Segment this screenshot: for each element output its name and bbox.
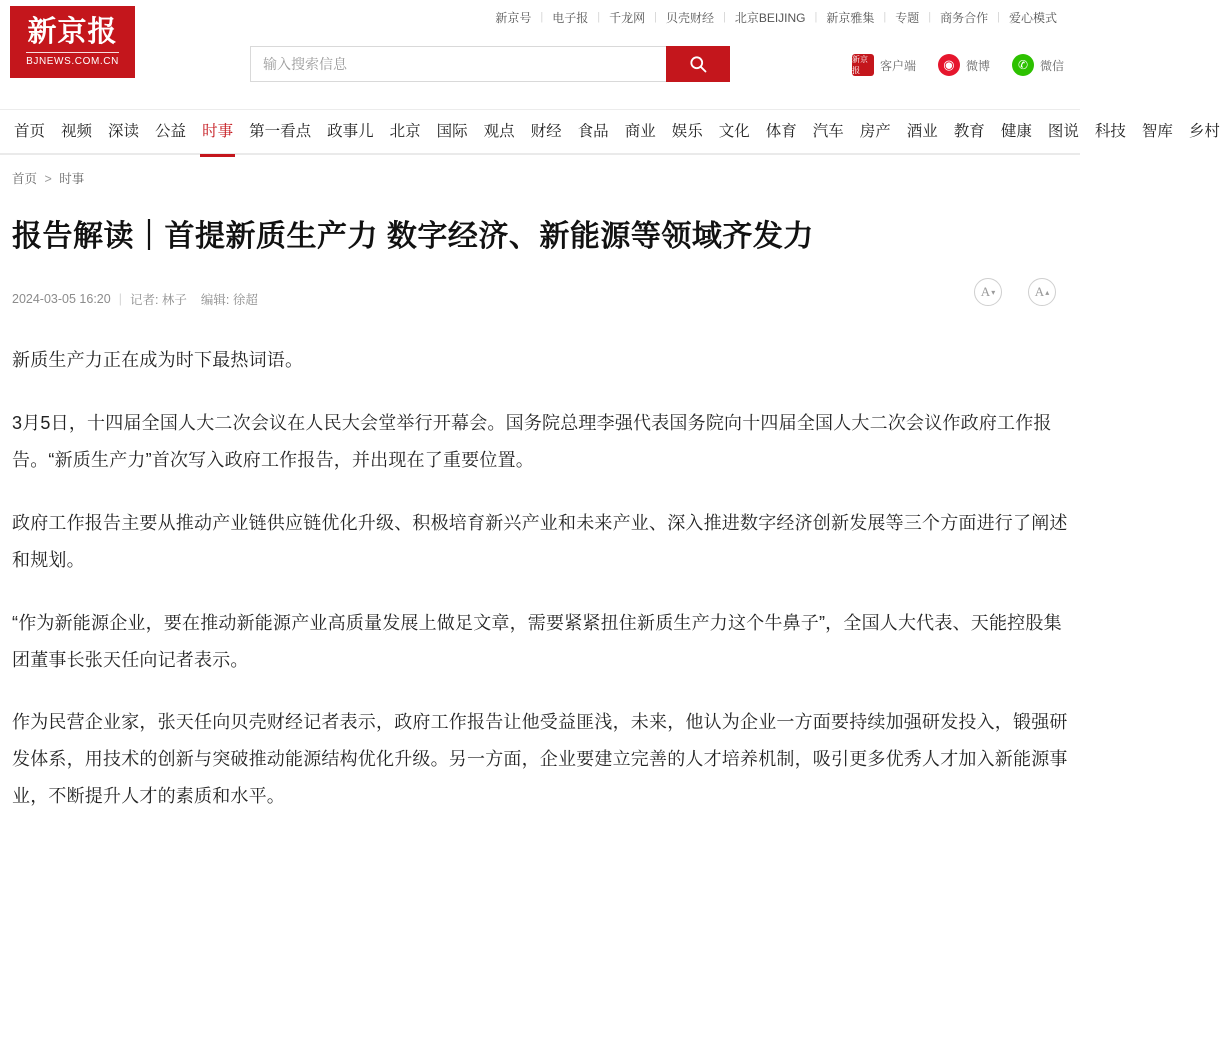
topbar-separator: |: [928, 11, 932, 23]
meta-divider: |: [118, 292, 122, 307]
article-paragraph-4: 作为民营企业家，张天任向贝壳财经记者表示，政府工作报告让他受益匪浅，未来，他认为企业一方面要持续加强研发投入，锻强研发体系，用技术的创新与突破推动能源结构优化升级。另一方面，企业要建立完善的人才培养机制，吸引更多优秀人才加入新能源事业，不断提升人才的素质和水平。: [12, 712, 1068, 807]
nav-item-17[interactable]: 房产: [859, 122, 891, 140]
article-paragraph-2: 政府工作报告主要从推动产业链供应链优化升级、积极培育新兴产业和未来产业、深入推进数字经济创新发展等三个方面进行了阐述和规划。: [12, 512, 1068, 570]
article-meta: [0, 276, 1080, 308]
nav-item-0[interactable]: 首页: [14, 122, 46, 140]
app-label-wechat: 微信: [1039, 58, 1064, 73]
topbar-link-4[interactable]: 北京BEIJING: [734, 10, 806, 25]
reporter-name: 记者: 林子: [129, 293, 187, 308]
topbar-separator: |: [814, 11, 818, 23]
topbar-separator: |: [654, 11, 657, 23]
topbar-separator: |: [722, 11, 726, 23]
article-paragraph-1: 3月5日，十四届全国人大二次会议在人民大会堂举行开幕会。国务院总理李强代表国务院向十四届全国人大二次会议作政府工作报告。“新质生产力”首次写入政府工作报告，并出现在了重要位置。: [12, 413, 1052, 470]
topbar-separator: |: [597, 11, 601, 23]
nav-item-6[interactable]: 政事儿: [327, 122, 374, 140]
app-label-weibo: 微博: [965, 58, 990, 73]
nav-item-9[interactable]: 观点: [483, 122, 515, 140]
editor-name: 编辑: 徐超: [200, 293, 258, 308]
search-icon: [688, 54, 708, 74]
app-link-client[interactable]: [852, 54, 916, 76]
font-size-decrease-button[interactable]: [974, 278, 1002, 306]
topbar-link-5[interactable]: 新京雅集: [826, 10, 875, 25]
search-bar: [250, 46, 730, 82]
breadcrumb: [0, 155, 1080, 191]
nav-item-3[interactable]: 公益: [155, 122, 187, 140]
nav-item-14[interactable]: 文化: [718, 122, 750, 140]
breadcrumb-home[interactable]: 首页: [12, 172, 38, 186]
logo-title: 新京报: [27, 15, 118, 48]
page-title: 报告解读｜首提新质生产力 数字经济、新能源等领域齐发力: [12, 220, 814, 254]
topbar-separator: |: [997, 11, 1000, 23]
nav-item-4[interactable]: 时事: [194, 109, 241, 155]
nav-item-12[interactable]: 商业: [624, 122, 656, 140]
app-link-weibo[interactable]: [938, 54, 990, 76]
publish-date: 2024-03-05 16:20: [12, 292, 111, 307]
nav-item-7[interactable]: 北京: [389, 122, 421, 140]
search-button[interactable]: [666, 46, 730, 82]
topbar-link-8[interactable]: 爱心模式: [1008, 10, 1057, 25]
nav-item-11[interactable]: 食品: [577, 122, 609, 140]
font-small-label: A: [980, 284, 991, 300]
nav-item-16[interactable]: 汽车: [812, 122, 844, 140]
app-label-client: 客户端: [879, 58, 916, 73]
top-utility-bar: [0, 0, 1080, 34]
nav-item-1[interactable]: 视频: [61, 122, 93, 140]
nav-item-20[interactable]: 健康: [1000, 122, 1032, 140]
breadcrumb-current[interactable]: 时事: [59, 172, 85, 186]
nav-item-22[interactable]: 科技: [1094, 122, 1126, 140]
nav-item-8[interactable]: 国际: [436, 122, 468, 140]
nav-item-19[interactable]: 教育: [953, 122, 985, 140]
font-small-icon: ▾: [991, 287, 996, 297]
nav-item-10[interactable]: 财经: [530, 122, 562, 140]
client-app-icon: 新京报: [852, 54, 874, 76]
topbar-link-7[interactable]: 商务合作: [940, 10, 989, 25]
main-navigation: [0, 109, 1220, 155]
article-body: [0, 308, 1080, 815]
site-logo[interactable]: [10, 6, 135, 78]
topbar-link-0[interactable]: 新京号: [495, 10, 532, 25]
font-size-increase-button[interactable]: [1028, 278, 1056, 306]
topbar-separator: |: [540, 11, 544, 23]
wechat-icon: ✆: [1012, 54, 1034, 76]
nav-item-2[interactable]: 深读: [108, 122, 140, 140]
font-large-icon: ▴: [1045, 287, 1050, 297]
topbar-link-1[interactable]: 电子报: [552, 10, 589, 25]
nav-item-13[interactable]: 娱乐: [671, 122, 703, 140]
search-input[interactable]: [250, 46, 666, 82]
app-link-wechat[interactable]: [1012, 54, 1064, 76]
article-paragraph-0: 新质生产力正在成为时下最热词语。: [12, 350, 304, 371]
nav-item-21[interactable]: 图说: [1047, 122, 1079, 140]
app-links: [852, 54, 1064, 76]
nav-item-24[interactable]: 乡村: [1188, 122, 1220, 140]
nav-item-5[interactable]: 第一看点: [249, 122, 312, 140]
font-large-label: A: [1034, 284, 1045, 300]
topbar-separator: |: [883, 11, 887, 23]
nav-item-18[interactable]: 酒业: [906, 122, 938, 140]
topbar-link-3[interactable]: 贝壳财经: [665, 10, 714, 25]
breadcrumb-arrow: >: [44, 172, 52, 186]
topbar-link-6[interactable]: 专题: [895, 10, 920, 25]
weibo-icon: ◉: [938, 54, 960, 76]
font-size-controls: [974, 278, 1056, 306]
logo-subtitle: BJNEWS.COM.CN: [26, 52, 119, 67]
article-paragraph-3: “作为新能源企业，要在推动新能源产业高质量发展上做足文章，需要紧紧扭住新质生产力这个牛鼻子”，全国人大代表、天能控股集团董事长张天任向记者表示。: [12, 612, 1062, 670]
nav-item-23[interactable]: 智库: [1141, 122, 1173, 140]
topbar-link-2[interactable]: 千龙网: [609, 10, 646, 25]
nav-item-15[interactable]: 体育: [765, 122, 797, 140]
